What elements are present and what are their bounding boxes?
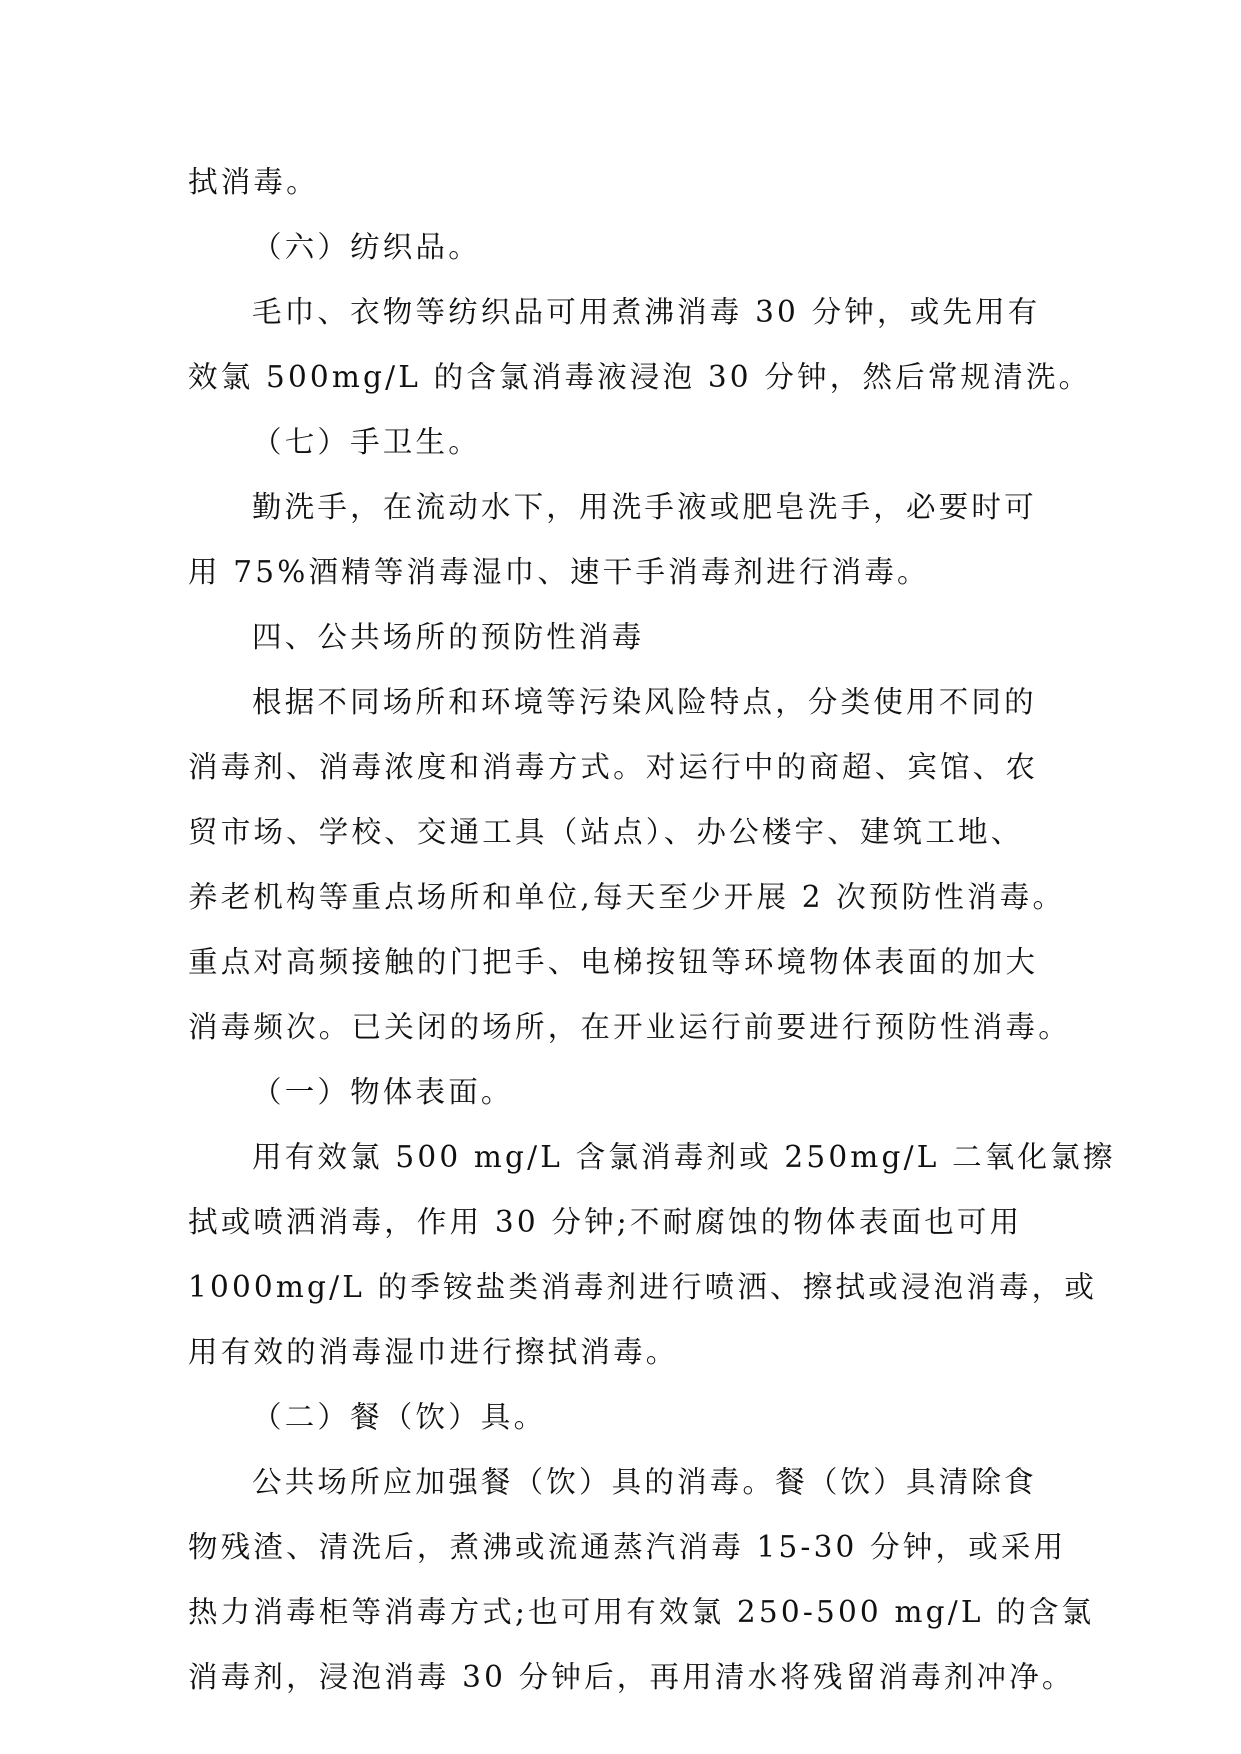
text-line: 勤洗手，在流动水下，用洗手液或肥皂洗手，必要时可	[252, 490, 1037, 524]
text-line: 消毒剂、消毒浓度和消毒方式。对运行中的商超、宾馆、农	[188, 750, 1039, 784]
text-line: 热力消毒柜等消毒方式;也可用有效氯 250-500 mg/L 的含氯	[188, 1595, 1095, 1629]
text-line: 消毒频次。已关闭的场所，在开业运行前要进行预防性消毒。	[188, 1010, 1071, 1044]
text-line: 养老机构等重点场所和单位,每天至少开展 2 次预防性消毒。	[188, 880, 1066, 914]
text-line: 根据不同场所和环境等污染风险特点，分类使用不同的	[252, 685, 1037, 719]
section-heading-public-places: 四、公共场所的预防性消毒	[252, 620, 645, 654]
text-line: 效氯 500mg/L 的含氯消毒液浸泡 30 分钟，然后常规清洗。	[188, 360, 1092, 394]
text-line: 毛巾、衣物等纺织品可用煮沸消毒 30 分钟，或先用有	[252, 295, 1041, 329]
section-heading-hand-hygiene: （七）手卫生。	[252, 425, 481, 459]
text-line: 物残渣、清洗后，煮沸或流通蒸汽消毒 15-30 分钟，或采用	[188, 1530, 1067, 1564]
section-heading-textiles: （六）纺织品。	[252, 230, 481, 264]
text-line: 用有效的消毒湿巾进行擦拭消毒。	[188, 1335, 679, 1369]
text-line: 用 75%酒精等消毒湿巾、速干手消毒剂进行消毒。	[188, 555, 930, 589]
text-line: 公共场所应加强餐（饮）具的消毒。餐（饮）具清除食	[252, 1465, 1037, 1499]
text-line: 拭消毒。	[188, 165, 319, 199]
section-heading-object-surfaces: （一）物体表面。	[252, 1075, 514, 1109]
text-line: 消毒剂，浸泡消毒 30 分钟后，再用清水将残留消毒剂冲净。	[188, 1660, 1075, 1694]
text-line: 用有效氯 500 mg/L 含氯消毒剂或 250mg/L 二氧化氯擦	[252, 1140, 1116, 1174]
text-line: 重点对高频接触的门把手、电梯按钮等环境物体表面的加大	[188, 945, 1039, 979]
text-line: 1000mg/L 的季铵盐类消毒剂进行喷洒、擦拭或浸泡消毒，或	[188, 1270, 1098, 1304]
text-line: 拭或喷洒消毒，作用 30 分钟;不耐腐蚀的物体表面也可用	[188, 1205, 1023, 1239]
text-line: 贸市场、学校、交通工具（站点）、办公楼宇、建筑工地、	[188, 815, 1024, 849]
section-heading-tableware: （二）餐（饮）具。	[252, 1400, 547, 1434]
